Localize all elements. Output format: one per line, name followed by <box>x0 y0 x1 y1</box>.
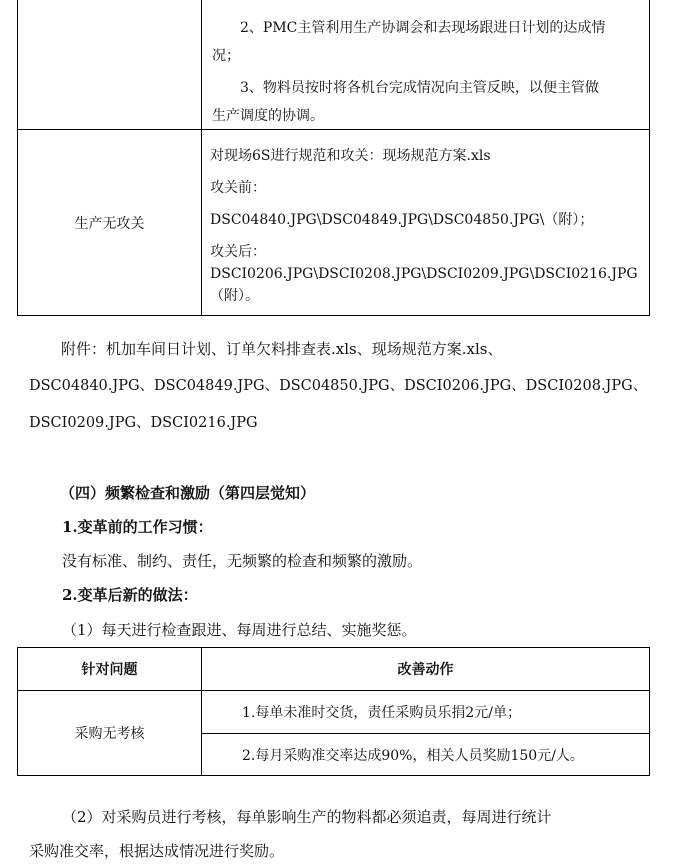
cell-line: 况； <box>212 48 240 64</box>
table-cell-content <box>202 130 650 316</box>
body-text: （1）每天进行检查跟进、每周进行总结、实施奖惩。 <box>62 621 417 639</box>
cell-line: 2、PMC主管利用生产协调会和去现场跟进日计划的达成情 <box>240 20 606 36</box>
table-header-row <box>18 648 650 691</box>
column-header: 改善动作 <box>202 648 650 691</box>
section-heading: （四）频繁检查和激励（第四层觉知） <box>60 484 316 502</box>
table-cell-content <box>202 0 650 130</box>
table-cell-label: 生产无攻关 <box>18 130 202 316</box>
cell-line: （附）。 <box>210 288 259 304</box>
closing-line: 采购准交率，根据达成情况进行奖励。 <box>29 842 285 860</box>
cell-line: 生产调度的协调。 <box>212 108 324 124</box>
problem-cell: 采购无考核 <box>18 691 202 776</box>
improvement-table <box>17 647 650 776</box>
table-row <box>18 691 650 734</box>
attachments-line: DSC04840.JPG、DSC04849.JPG、DSC04850.JPG、DSCI0206.JPG、DSCI0208.JPG、 <box>29 378 648 394</box>
cell-line: 攻关前： <box>210 180 266 196</box>
attachments-line: 附件：机加车间日计划、订单欠料排查表.xls、现场规范方案.xls、 <box>61 340 503 358</box>
cell-line: DSC04840.JPG\DSC04849.JPG\DSC04850.JPG\（附）； <box>210 212 594 228</box>
closing-line: （2）对采购员进行考核，每单影响生产的物料都必须追责，每周进行统计 <box>62 808 552 826</box>
cell-line: 对现场6S进行规范和攻关：现场规范方案.xls <box>210 148 491 164</box>
body-text: 没有标准、制约、责任，无频繁的检查和频繁的激励。 <box>62 552 423 570</box>
table-row <box>18 0 650 130</box>
column-header: 针对问题 <box>18 648 202 691</box>
action-cell: 1.每单未准时交货，责任采购员乐捐2元/单； <box>202 691 650 734</box>
subheading: 2.变革后新的做法： <box>62 586 198 604</box>
table-row <box>18 130 650 316</box>
subheading: 1.变革前的工作习惯： <box>62 518 213 536</box>
process-table <box>17 0 650 316</box>
cell-line: 3、物料员按时将各机台完成情况向主管反映，以便主管做 <box>240 80 599 96</box>
attachments-line: DSCI0209.JPG、DSCI0216.JPG <box>29 415 258 431</box>
cell-line: DSCI0206.JPG\DSCI0208.JPG\DSCI0209.JPG\DSCI0216.JPG <box>210 266 638 282</box>
action-cell: 2.每月采购准交率达成90%，相关人员奖励150元/人。 <box>202 734 650 776</box>
cell-line: 攻关后： <box>210 244 266 260</box>
table-cell-label <box>18 0 202 130</box>
